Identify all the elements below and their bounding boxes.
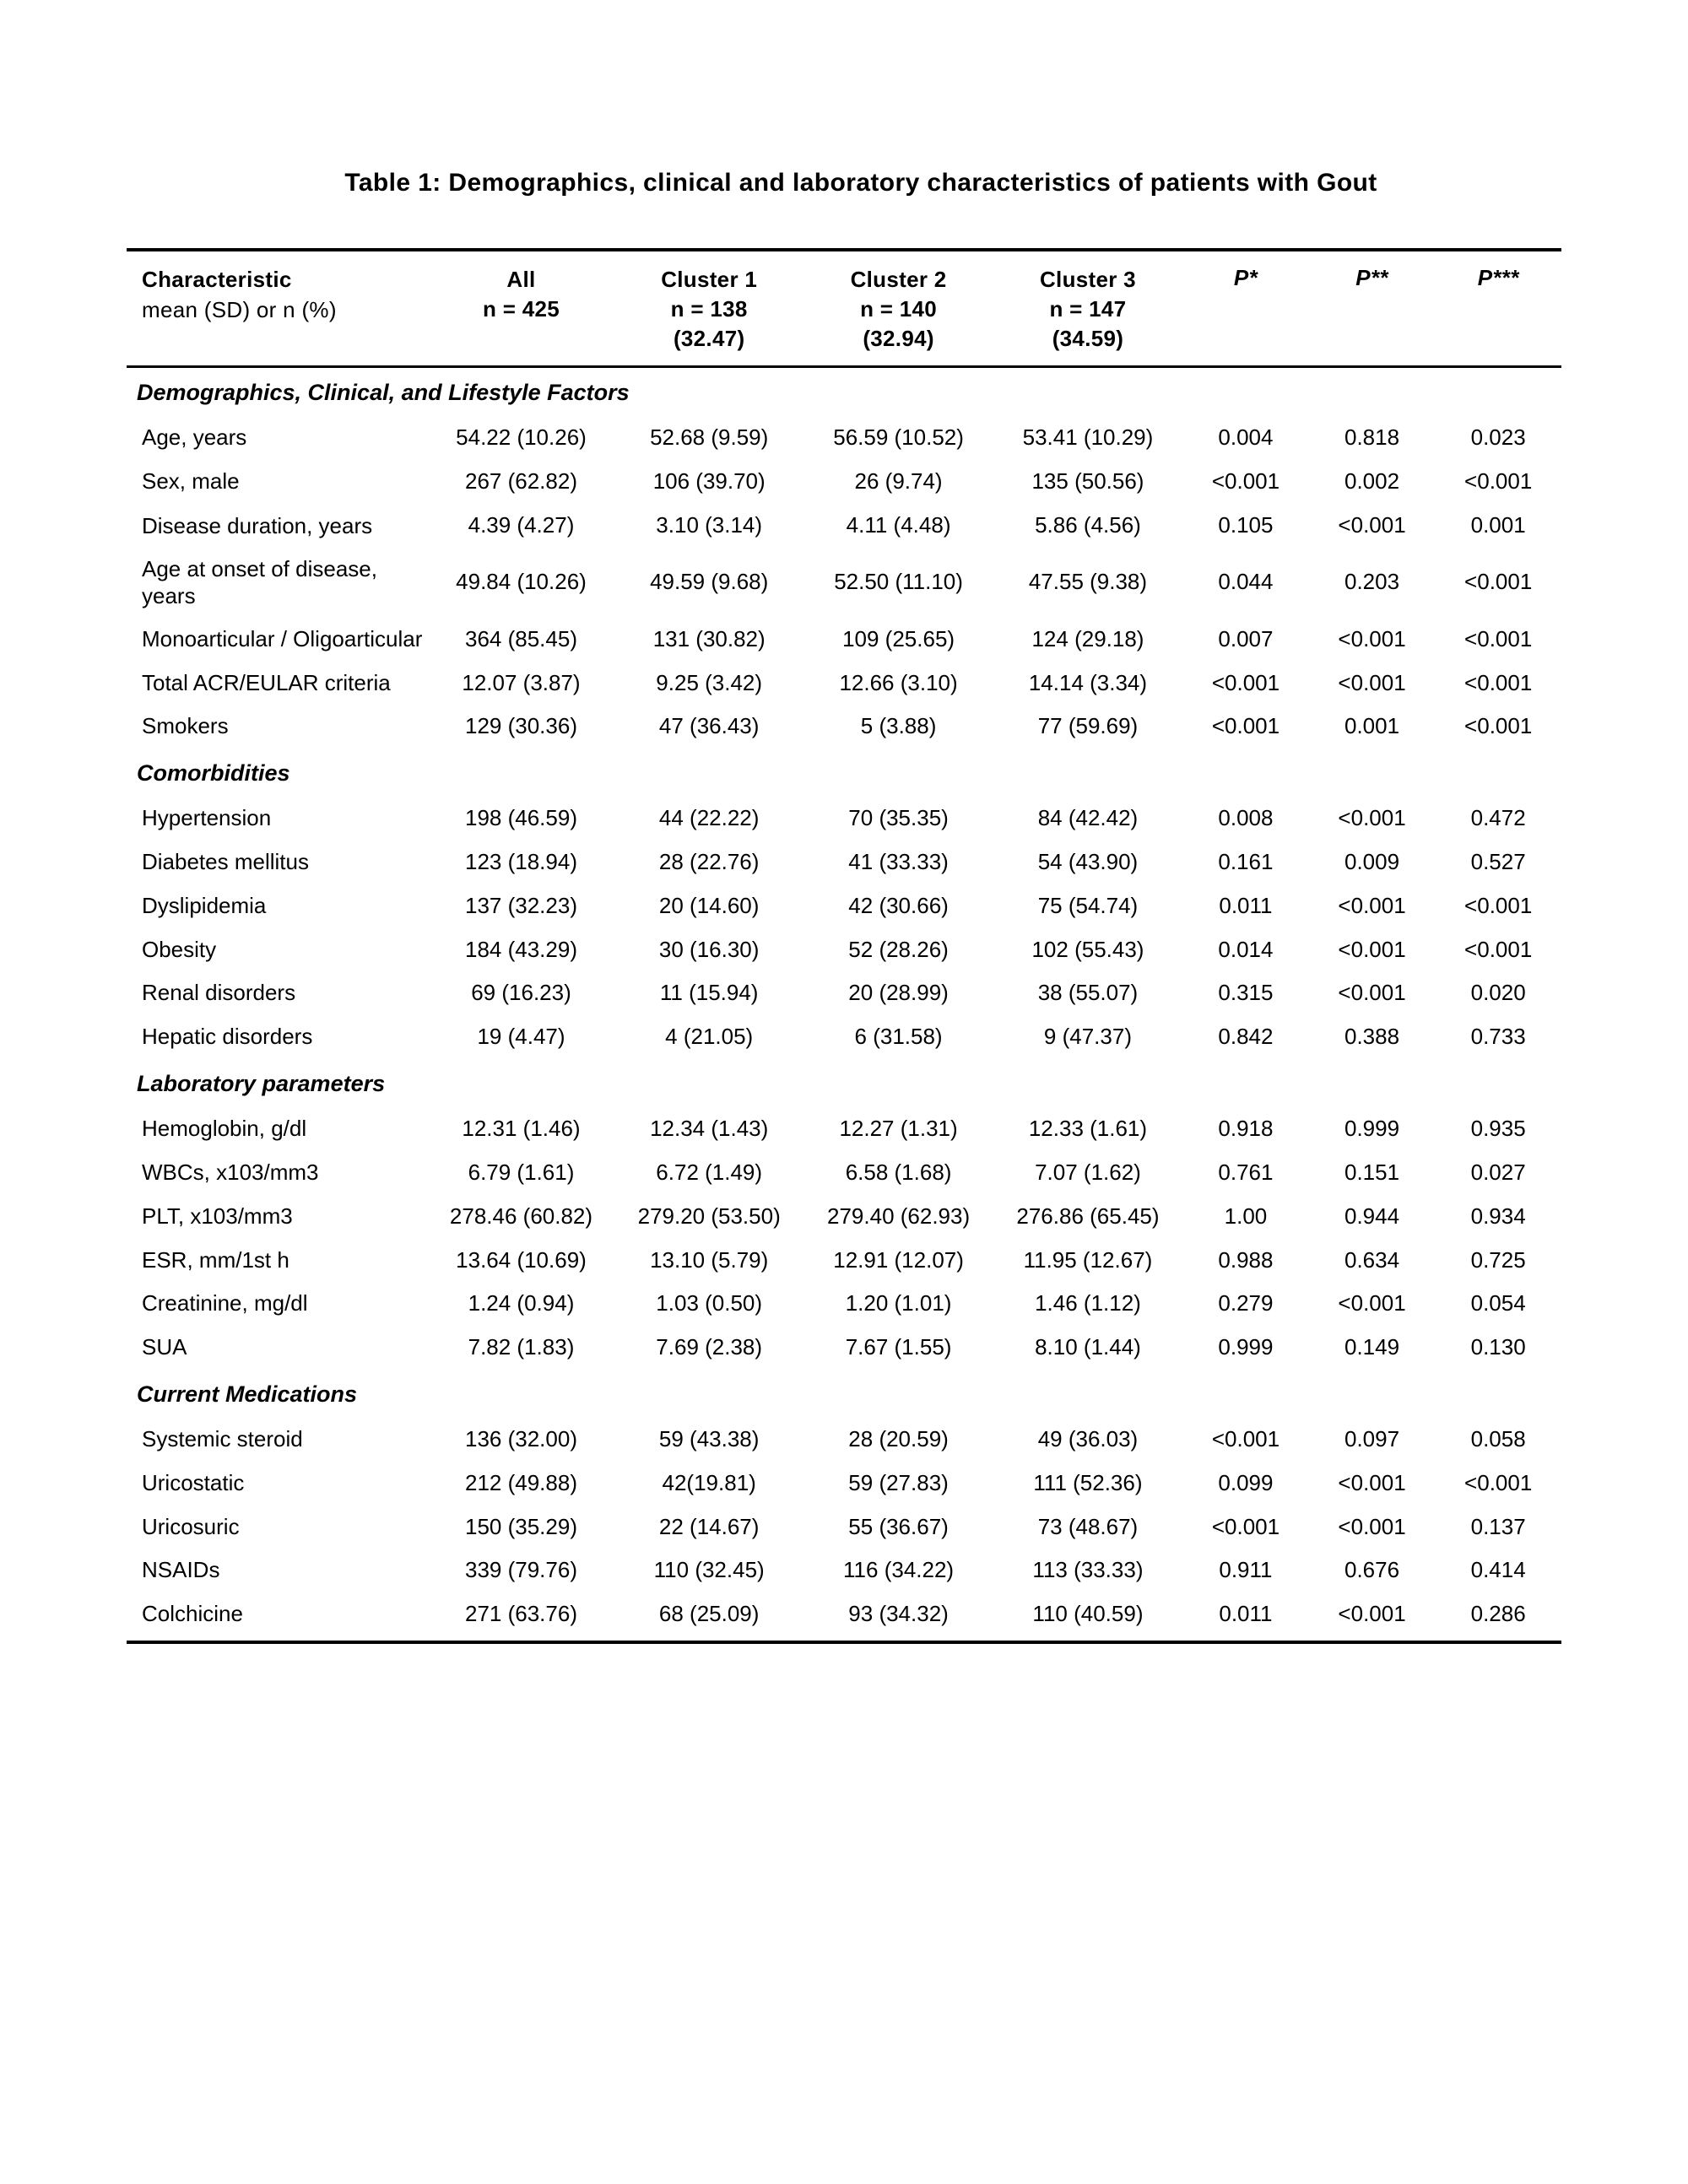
table-row bbox=[127, 797, 1561, 841]
cell-all: 4.39 (4.27) bbox=[468, 511, 575, 538]
cell-all: 19 (4.47) bbox=[477, 1024, 565, 1050]
table-row bbox=[127, 928, 1561, 972]
cell-all: 271 (63.76) bbox=[428, 1592, 614, 1642]
column-header-all bbox=[428, 250, 614, 367]
cell-p1: 0.007 bbox=[1218, 625, 1274, 651]
cell-cluster-2: 1.20 (1.01) bbox=[845, 1290, 952, 1316]
cell-all: 1.24 (0.94) bbox=[468, 1290, 575, 1316]
cell-p1: <0.001 bbox=[1211, 713, 1280, 739]
table-row bbox=[127, 618, 1561, 662]
cell-all: 198 (46.59) bbox=[465, 805, 577, 831]
cell-p1: <0.001 bbox=[1211, 1426, 1280, 1451]
section-heading-row bbox=[127, 1059, 1561, 1107]
cell-p3: 0.733 bbox=[1470, 1024, 1526, 1050]
cell-all: 212 (49.88) bbox=[465, 1469, 577, 1495]
table-row bbox=[127, 884, 1561, 928]
cell-all: 49.84 (10.26) bbox=[456, 569, 587, 595]
cell-p1: 0.008 bbox=[1218, 805, 1274, 831]
column-header-cluster-1-line3: (32.47) bbox=[673, 326, 745, 352]
cell-cluster-3: 73 (48.67) bbox=[1037, 1513, 1139, 1539]
cell-all: 123 (18.94) bbox=[465, 849, 577, 875]
cell-all: 12.31 (1.46) bbox=[462, 1116, 581, 1142]
cell-p1: 0.842 bbox=[1218, 1024, 1274, 1050]
table-row bbox=[127, 1282, 1561, 1326]
cell-cluster-1: 3.10 (3.14) bbox=[656, 511, 763, 538]
cell-p3: <0.001 bbox=[1464, 669, 1533, 695]
cell-p3: 0.130 bbox=[1470, 1334, 1526, 1360]
column-header-cluster-3-line3: (34.59) bbox=[1052, 326, 1124, 352]
cell-cluster-1: 42(19.81) bbox=[662, 1469, 756, 1495]
column-header-cluster-2-line2: n = 140 bbox=[860, 296, 938, 322]
row-label: Age at onset of disease, years bbox=[142, 555, 377, 609]
table-row bbox=[127, 1326, 1561, 1370]
cell-cluster-1: 279.20 (53.50) bbox=[637, 1203, 781, 1230]
row-label: Uricostatic bbox=[142, 1469, 245, 1495]
cell-p3: <0.001 bbox=[1464, 625, 1533, 651]
column-header-cluster-3-line1: Cluster 3 bbox=[1039, 267, 1136, 292]
cell-all: 364 (85.45) bbox=[465, 625, 577, 651]
cell-cluster-2: 5 (3.88) bbox=[860, 713, 937, 739]
cell-all: 7.82 (1.83) bbox=[468, 1334, 575, 1360]
column-header-all-line1: All bbox=[506, 267, 536, 292]
cell-cluster-3: 54 (43.90) bbox=[1037, 849, 1139, 875]
section-heading-row bbox=[127, 749, 1561, 797]
column-header-characteristic-line2: mean (SD) or n (%) bbox=[142, 297, 337, 323]
cell-cluster-3: 102 (55.43) bbox=[1031, 936, 1144, 962]
cell-all: 267 (62.82) bbox=[465, 468, 577, 495]
row-label: PLT, x103/mm3 bbox=[142, 1203, 293, 1229]
cell-cluster-1: 106 (39.70) bbox=[652, 468, 766, 495]
cell-p3: 0.020 bbox=[1470, 980, 1526, 1006]
cell-all: 150 (35.29) bbox=[465, 1513, 577, 1539]
cell-p2: 0.634 bbox=[1344, 1246, 1400, 1273]
cell-cluster-3: 9 (47.37) bbox=[1043, 1024, 1132, 1050]
row-label: Systemic steroid bbox=[142, 1426, 303, 1451]
row-label: Obesity bbox=[142, 936, 217, 962]
cell-p1: 0.014 bbox=[1218, 936, 1274, 962]
cell-cluster-3: 49 (36.03) bbox=[1037, 1426, 1139, 1451]
table-row bbox=[127, 705, 1561, 749]
cell-cluster-1: 28 (22.76) bbox=[658, 849, 760, 875]
cell-p2: <0.001 bbox=[1338, 936, 1406, 962]
cell-cluster-1: 68 (25.09) bbox=[614, 1592, 803, 1642]
table-row bbox=[127, 841, 1561, 884]
cell-cluster-3: 75 (54.74) bbox=[1037, 892, 1139, 918]
cell-cluster-3: 110 (40.59) bbox=[993, 1592, 1182, 1642]
cell-p1: 0.105 bbox=[1218, 511, 1274, 538]
column-header-cluster-3 bbox=[993, 250, 1182, 367]
cell-cluster-1: 9.25 (3.42) bbox=[656, 669, 763, 695]
cell-p2: <0.001 bbox=[1338, 511, 1406, 538]
cell-p1: 0.044 bbox=[1218, 569, 1274, 595]
cell-p2: 0.151 bbox=[1344, 1159, 1400, 1185]
cell-p3: 0.725 bbox=[1470, 1246, 1526, 1273]
section-heading-demographics: Demographics, Clinical, and Lifestyle Factors bbox=[137, 380, 630, 406]
cell-p1: 1.00 bbox=[1224, 1203, 1268, 1229]
table-row bbox=[127, 504, 1561, 548]
cell-p2: 0.149 bbox=[1344, 1334, 1400, 1360]
cell-cluster-2: 55 (36.67) bbox=[848, 1513, 949, 1539]
row-label: Dyslipidemia bbox=[142, 892, 267, 918]
cell-p2: <0.001 bbox=[1338, 980, 1406, 1006]
cell-cluster-2: 12.91 (12.07) bbox=[833, 1246, 964, 1273]
section-heading-medications: Current Medications bbox=[137, 1381, 358, 1407]
cell-cluster-3: 8.10 (1.44) bbox=[1035, 1334, 1141, 1360]
cell-cluster-2: 28 (20.59) bbox=[848, 1426, 949, 1451]
cell-cluster-3: 12.33 (1.61) bbox=[1028, 1116, 1148, 1142]
cell-cluster-3: 113 (33.33) bbox=[1032, 1557, 1144, 1583]
cell-p2: <0.001 bbox=[1338, 1469, 1406, 1495]
cell-p1: <0.001 bbox=[1211, 1513, 1280, 1539]
cell-p3: 0.414 bbox=[1470, 1557, 1526, 1583]
cell-p2: 0.676 bbox=[1344, 1557, 1400, 1583]
table-row bbox=[127, 548, 1561, 618]
row-label: Total ACR/EULAR criteria bbox=[142, 670, 391, 696]
row-label: Renal disorders bbox=[142, 980, 296, 1006]
cell-p2: <0.001 bbox=[1338, 1290, 1406, 1316]
cell-cluster-2: 42 (30.66) bbox=[848, 892, 949, 918]
cell-cluster-3: 47.55 (9.38) bbox=[1028, 569, 1148, 595]
column-header-cluster-1-line2: n = 138 bbox=[670, 296, 748, 322]
table-row bbox=[127, 1107, 1561, 1151]
cell-cluster-2: 52 (28.26) bbox=[848, 936, 949, 962]
cell-p1: 0.315 bbox=[1218, 980, 1274, 1006]
table-row bbox=[127, 971, 1561, 1015]
table-row bbox=[127, 1592, 1561, 1642]
cell-p1: 0.161 bbox=[1218, 849, 1274, 875]
cell-p1: 0.011 bbox=[1219, 892, 1273, 918]
cell-cluster-3: 84 (42.42) bbox=[1037, 805, 1139, 831]
cell-all: 339 (79.76) bbox=[465, 1557, 577, 1583]
table-row bbox=[127, 1462, 1561, 1506]
cell-p3: 0.001 bbox=[1470, 511, 1526, 538]
column-header-characteristic-line1: Characteristic bbox=[142, 267, 292, 292]
row-label: Hypertension bbox=[142, 805, 272, 831]
demographics-table bbox=[127, 248, 1561, 1644]
table-row bbox=[127, 1239, 1561, 1283]
cell-cluster-3: 111 (52.36) bbox=[1033, 1469, 1143, 1495]
row-label: Monoarticular / Oligoarticular bbox=[142, 626, 423, 652]
cell-p3: 0.137 bbox=[1470, 1513, 1526, 1539]
cell-all: 6.79 (1.61) bbox=[468, 1159, 575, 1185]
cell-cluster-3: 7.07 (1.62) bbox=[1035, 1159, 1141, 1185]
column-header-cluster-1-line1: Cluster 1 bbox=[661, 267, 758, 292]
column-header-cluster-2-line3: (32.94) bbox=[863, 326, 934, 352]
table-row bbox=[127, 460, 1561, 504]
cell-p3: <0.001 bbox=[1464, 1469, 1533, 1495]
cell-p1: 0.004 bbox=[1218, 424, 1274, 451]
cell-all: 12.07 (3.87) bbox=[462, 669, 581, 695]
cell-p2: <0.001 bbox=[1338, 805, 1406, 831]
cell-p3: <0.001 bbox=[1464, 569, 1533, 595]
cell-cluster-3: 14.14 (3.34) bbox=[1028, 669, 1148, 695]
cell-p1: 0.011 bbox=[1182, 1592, 1309, 1642]
cell-cluster-1: 110 (32.45) bbox=[653, 1557, 765, 1583]
cell-p2: 0.388 bbox=[1344, 1024, 1400, 1050]
cell-p1: 0.761 bbox=[1218, 1159, 1274, 1185]
cell-cluster-2: 4.11 (4.48) bbox=[846, 511, 951, 538]
section-heading-row bbox=[127, 1370, 1561, 1418]
cell-p3: 0.286 bbox=[1435, 1592, 1561, 1642]
cell-cluster-2: 93 (34.32) bbox=[803, 1592, 993, 1642]
cell-cluster-2: 56.59 (10.52) bbox=[833, 424, 964, 451]
cell-cluster-1: 22 (14.67) bbox=[658, 1513, 760, 1539]
cell-p3: 0.527 bbox=[1470, 849, 1526, 875]
cell-p3: <0.001 bbox=[1464, 936, 1533, 962]
table-row bbox=[127, 416, 1561, 460]
row-label: Creatinine, mg/dl bbox=[142, 1290, 308, 1316]
table-row bbox=[127, 1506, 1561, 1549]
table-body bbox=[127, 367, 1561, 1642]
cell-all: 184 (43.29) bbox=[465, 936, 577, 962]
cell-cluster-1: 47 (36.43) bbox=[658, 713, 760, 739]
cell-p2: <0.001 bbox=[1309, 1592, 1436, 1642]
cell-cluster-2: 41 (33.33) bbox=[848, 849, 949, 875]
cell-p2: 0.203 bbox=[1344, 569, 1400, 595]
cell-p3: <0.001 bbox=[1464, 713, 1533, 739]
cell-cluster-3: 53.41 (10.29) bbox=[1022, 424, 1154, 451]
column-header-cluster-2 bbox=[803, 250, 993, 367]
cell-all: 129 (30.36) bbox=[465, 713, 577, 739]
cell-cluster-3: 77 (59.69) bbox=[1037, 713, 1139, 739]
column-header-p3: P*** bbox=[1435, 250, 1561, 367]
table-row bbox=[127, 1418, 1561, 1462]
cell-p1: 0.918 bbox=[1218, 1116, 1274, 1142]
cell-cluster-1: 7.69 (2.38) bbox=[656, 1334, 763, 1360]
cell-cluster-2: 7.67 (1.55) bbox=[845, 1334, 952, 1360]
column-header-p1: P* bbox=[1182, 250, 1309, 367]
row-label: Sex, male bbox=[142, 468, 240, 495]
cell-p1: 0.988 bbox=[1218, 1246, 1274, 1273]
cell-p2: 0.944 bbox=[1344, 1203, 1400, 1229]
row-label: Hemoglobin, g/dl bbox=[142, 1116, 307, 1142]
cell-cluster-3: 5.86 (4.56) bbox=[1035, 511, 1141, 538]
cell-p2: 0.999 bbox=[1344, 1116, 1400, 1142]
column-header-cluster-1 bbox=[614, 250, 803, 367]
cell-cluster-3: 135 (50.56) bbox=[1031, 468, 1144, 495]
cell-cluster-2: 279.40 (62.93) bbox=[827, 1203, 971, 1230]
cell-cluster-3: 124 (29.18) bbox=[1031, 625, 1144, 651]
row-label: Hepatic disorders bbox=[142, 1024, 313, 1050]
cell-cluster-1: 59 (43.38) bbox=[658, 1426, 760, 1451]
section-heading-laboratory: Laboratory parameters bbox=[137, 1071, 386, 1097]
column-header-cluster-3-line2: n = 147 bbox=[1049, 296, 1127, 322]
table-header bbox=[127, 250, 1561, 367]
cell-all: 136 (32.00) bbox=[465, 1426, 577, 1451]
cell-cluster-2: 70 (35.35) bbox=[848, 805, 949, 831]
cell-p1: 0.099 bbox=[1218, 1469, 1274, 1495]
cell-cluster-1: 52.68 (9.59) bbox=[650, 424, 769, 451]
row-label: Colchicine bbox=[127, 1592, 428, 1642]
cell-p3: 0.058 bbox=[1470, 1426, 1526, 1451]
cell-p1: <0.001 bbox=[1211, 468, 1280, 495]
cell-p2: <0.001 bbox=[1338, 892, 1406, 918]
cell-cluster-3: 11.95 (12.67) bbox=[1023, 1246, 1153, 1273]
row-label: Uricosuric bbox=[142, 1513, 240, 1539]
cell-all: 13.64 (10.69) bbox=[456, 1246, 587, 1273]
cell-all: 278.46 (60.82) bbox=[449, 1203, 593, 1230]
cell-cluster-1: 12.34 (1.43) bbox=[650, 1116, 769, 1142]
cell-cluster-2: 12.27 (1.31) bbox=[839, 1116, 958, 1142]
row-label: ESR, mm/1st h bbox=[142, 1246, 289, 1273]
cell-cluster-2: 59 (27.83) bbox=[848, 1469, 949, 1495]
row-label: Disease duration, years bbox=[142, 512, 373, 538]
cell-p1: <0.001 bbox=[1211, 669, 1280, 695]
table-row bbox=[127, 1195, 1561, 1239]
table-row bbox=[127, 1015, 1561, 1059]
cell-cluster-2: 12.66 (3.10) bbox=[839, 669, 958, 695]
cell-p2: 0.097 bbox=[1344, 1426, 1400, 1451]
row-label: Diabetes mellitus bbox=[142, 849, 309, 875]
row-label: WBCs, x103/mm3 bbox=[142, 1159, 319, 1185]
cell-all: 137 (32.23) bbox=[465, 892, 577, 918]
cell-cluster-2: 6.58 (1.68) bbox=[845, 1159, 952, 1185]
cell-cluster-3: 38 (55.07) bbox=[1037, 980, 1139, 1006]
row-label: Smokers bbox=[142, 713, 229, 739]
cell-cluster-1: 20 (14.60) bbox=[658, 892, 760, 918]
row-label: Age, years bbox=[142, 424, 247, 451]
cell-p2: <0.001 bbox=[1338, 669, 1406, 695]
cell-cluster-3: 1.46 (1.12) bbox=[1035, 1290, 1141, 1316]
cell-cluster-2: 109 (25.65) bbox=[842, 625, 955, 651]
cell-cluster-1: 49.59 (9.68) bbox=[650, 569, 769, 595]
cell-p3: 0.027 bbox=[1470, 1159, 1526, 1185]
table-row bbox=[127, 1151, 1561, 1195]
cell-cluster-1: 13.10 (5.79) bbox=[650, 1246, 769, 1273]
column-header-cluster-2-line1: Cluster 2 bbox=[850, 267, 947, 292]
cell-cluster-2: 52.50 (11.10) bbox=[834, 569, 963, 595]
cell-all: 54.22 (10.26) bbox=[456, 424, 587, 451]
column-header-p2: P** bbox=[1309, 250, 1436, 367]
cell-p2: 0.001 bbox=[1344, 713, 1400, 739]
cell-p3: <0.001 bbox=[1464, 468, 1533, 495]
cell-p2: <0.001 bbox=[1338, 625, 1406, 651]
cell-cluster-3: 276.86 (65.45) bbox=[1016, 1203, 1160, 1230]
cell-p3: 0.935 bbox=[1470, 1116, 1526, 1142]
cell-cluster-2: 6 (31.58) bbox=[854, 1024, 943, 1050]
cell-p2: 0.009 bbox=[1344, 849, 1400, 875]
cell-p1: 0.911 bbox=[1219, 1557, 1273, 1583]
cell-cluster-1: 1.03 (0.50) bbox=[656, 1290, 763, 1316]
cell-cluster-1: 44 (22.22) bbox=[658, 805, 760, 831]
cell-cluster-2: 116 (34.22) bbox=[843, 1557, 955, 1583]
cell-p2: 0.818 bbox=[1344, 424, 1400, 451]
cell-cluster-1: 131 (30.82) bbox=[652, 625, 766, 651]
section-heading-comorbidities: Comorbidities bbox=[137, 760, 290, 787]
cell-all: 69 (16.23) bbox=[471, 980, 571, 1006]
cell-cluster-1: 4 (21.05) bbox=[665, 1024, 754, 1050]
cell-p3: 0.934 bbox=[1470, 1203, 1526, 1229]
cell-p3: 0.054 bbox=[1470, 1290, 1526, 1316]
cell-p1: 0.999 bbox=[1218, 1334, 1274, 1360]
cell-p3: <0.001 bbox=[1464, 892, 1533, 918]
cell-cluster-2: 20 (28.99) bbox=[848, 980, 949, 1006]
cell-cluster-1: 6.72 (1.49) bbox=[656, 1159, 763, 1185]
section-heading-row bbox=[127, 367, 1561, 417]
cell-cluster-2: 26 (9.74) bbox=[854, 468, 943, 495]
table-row bbox=[127, 662, 1561, 705]
column-header-all-line2: n = 425 bbox=[482, 296, 560, 322]
row-label: SUA bbox=[142, 1334, 187, 1360]
cell-p2: 0.002 bbox=[1344, 468, 1400, 495]
cell-p1: 0.279 bbox=[1218, 1290, 1274, 1316]
cell-p3: 0.023 bbox=[1470, 424, 1526, 451]
cell-cluster-1: 11 (15.94) bbox=[659, 980, 759, 1006]
column-header-characteristic bbox=[127, 250, 428, 367]
cell-p3: 0.472 bbox=[1470, 805, 1526, 831]
cell-p2: <0.001 bbox=[1338, 1513, 1406, 1539]
table-row bbox=[127, 1549, 1561, 1592]
cell-cluster-1: 30 (16.30) bbox=[658, 936, 760, 962]
page-title: Table 1: Demographics, clinical and laboratory characteristics of patients with Gout bbox=[344, 169, 1377, 197]
row-label: NSAIDs bbox=[142, 1557, 220, 1583]
